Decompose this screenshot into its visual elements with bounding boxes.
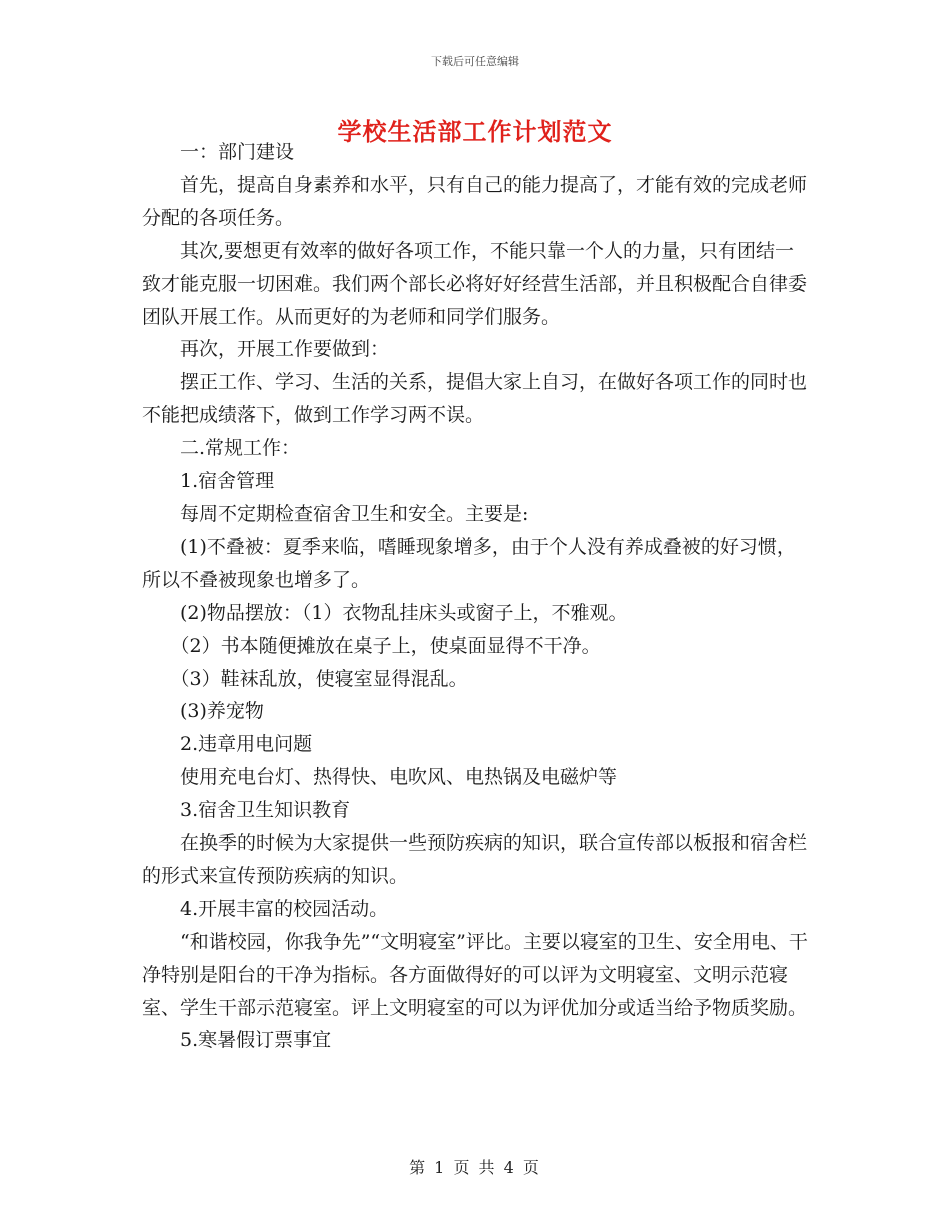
- page-footer-indicator: 第 1 页 共 4 页: [409, 1158, 541, 1177]
- paragraph-no-folding: (1)不叠被：夏季来临，嗜睡现象增多，由于个人没有养成叠被的好习惯，所以不叠被现象也增多了。: [142, 535, 796, 591]
- item-electricity: 2.违章用电问题: [180, 733, 313, 756]
- paragraph-item-placement: (2)物品摆放：（1）衣物乱挂床头或窗子上，不雅观。: [180, 601, 628, 624]
- paragraph-pets: (3)养宠物: [180, 700, 264, 723]
- paragraph-second: 其次,要想更有效率的做好各项工作，不能只靠一个人的力量，只有团结一致才能克服一切困难。我们两个部长必将好好经营生活部，并且积极配合自律委团队开展工作。从而更好的为老师和同学们服务。: [142, 239, 808, 328]
- document-title: 学校生活部工作计划范文: [337, 118, 613, 146]
- paragraph-balance: 摆正工作、学习、生活的关系，提倡大家上自习，在做好各项工作的同时也不能把成绩落下，做到工作学习两不误。: [142, 371, 808, 427]
- paragraph-appliances: 使用充电台灯、热得快、电吹风、电热锅及电磁炉等: [180, 766, 618, 789]
- paragraph-weekly-check: 每周不定期检查宿舍卫生和安全。主要是:: [180, 502, 529, 525]
- paragraph-books: （2）书本随便摊放在桌子上，使桌面显得不干净。: [170, 634, 601, 657]
- item-hygiene-education: 3.宿舍卫生知识教育: [180, 799, 351, 822]
- paragraph-first: 首先，提高自身素养和水平，只有自己的能力提高了，才能有效的完成老师分配的各项任务。: [142, 173, 808, 229]
- section-heading-routine: 二.常规工作：: [180, 437, 301, 460]
- page-header-note: 下载后可任意编辑: [431, 55, 519, 68]
- paragraph-civilized-dorm: “和谐校园，你我争先”“文明寝室”评比。主要以寝室的卫生、安全用电、干净特别是阳台的干净为指标。各方面做得好的可以评为文明寝室、文明示范寝室、学生干部示范寝室。评上文明寝室的可以为评优加分或适当给予物质奖励。: [142, 930, 808, 1019]
- item-dorm-management: 1.宿舍管理: [180, 470, 275, 493]
- item-ticket-booking: 5.寒暑假订票事宜: [180, 1029, 332, 1052]
- paragraph-disease-prevention: 在换季的时候为大家提供一些预防疾病的知识，联合宣传部以板报和宿舍栏的形式来宣传预防疾病的知识。: [142, 832, 808, 887]
- paragraph-shoes: （3）鞋袜乱放，使寝室显得混乱。: [170, 667, 468, 690]
- paragraph-third: 再次，开展工作要做到：: [180, 338, 390, 361]
- section-heading-department: 一：部门建设: [180, 141, 295, 163]
- item-campus-activities: 4.开展丰富的校园活动。: [180, 897, 389, 920]
- document-body: [142, 136, 812, 1057]
